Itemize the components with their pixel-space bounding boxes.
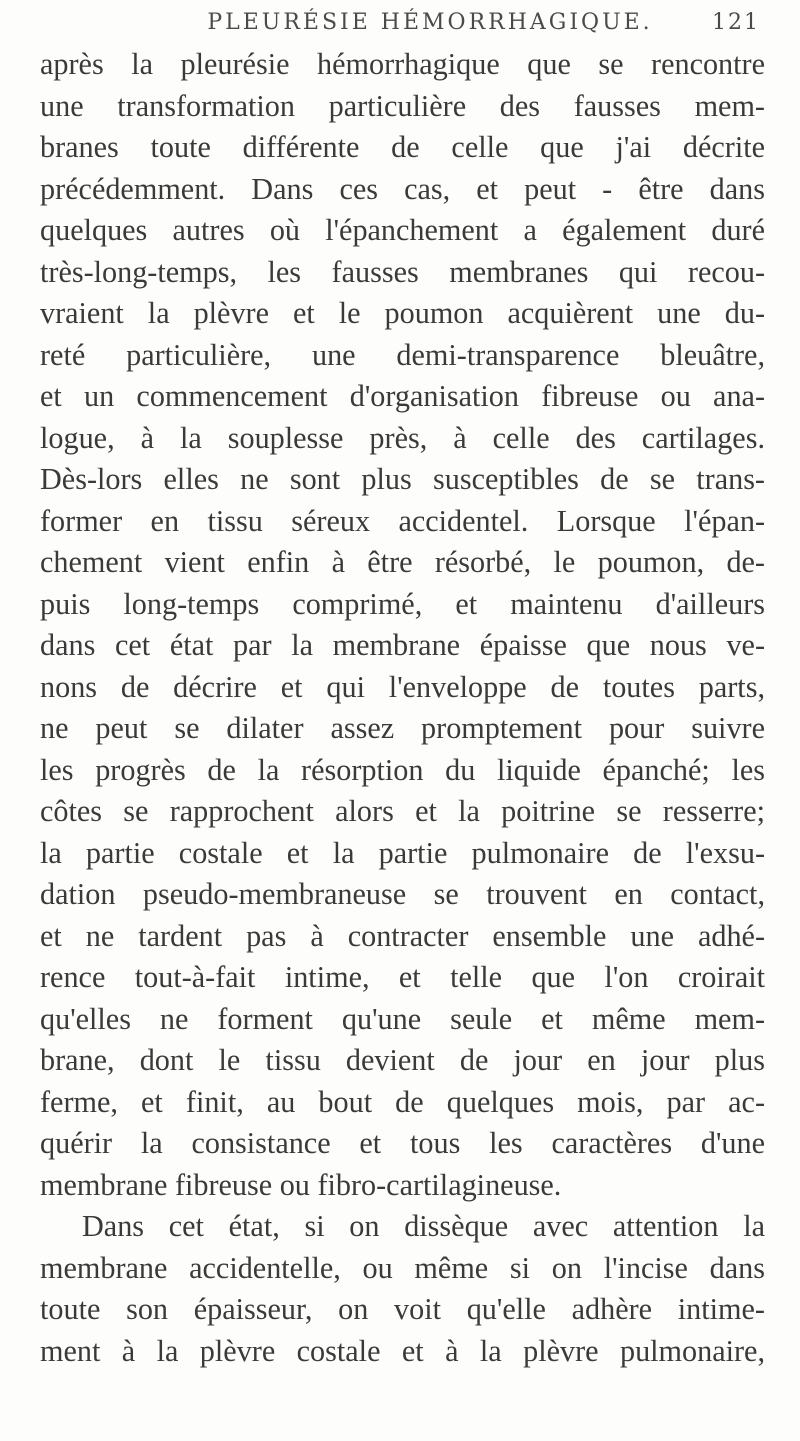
text-line: quelques autres où l'épanchement a également duré	[40, 213, 765, 247]
text-line: nons de décrire et qui l'enveloppe de toutes parts,	[40, 669, 765, 704]
text-line: côtes se rapprochent alors et la poitrine se resserre;	[40, 794, 765, 828]
text-line: qu'elles ne forment qu'une seule et même mem-	[40, 1001, 765, 1036]
text-line: toute son épaisseur, on voit qu'elle adhère intime-	[40, 1292, 765, 1326]
text-line: rence tout-à-fait intime, et telle que l'on croirait	[40, 960, 765, 994]
text-line: membrane accidentelle, ou même si on l'incise dans	[40, 1250, 765, 1285]
text-line: ne peut se dilater assez promptement pour suivre	[40, 711, 765, 745]
text-line: vraient la plèvre et le poumon acquièrent une du-	[40, 296, 765, 330]
text-line: chement vient enfin à être résorbé, le poumon, de-	[40, 545, 765, 579]
text-line: branes toute différente de celle que j'ai décrite	[40, 130, 765, 164]
text-line: ment à la plèvre costale et à la plèvre pulmonaire,	[40, 1333, 765, 1368]
text-line: la partie costale et la partie pulmonaire de l'exsu-	[40, 835, 765, 870]
text-line: quérir la consistance et tous les caractères d'une	[40, 1126, 765, 1160]
text-line: précédemment. Dans ces cas, et peut - être dans	[40, 171, 765, 206]
text-line: former en tissu séreux accidentel. Lorsque l'épan-	[40, 503, 765, 538]
page-number: 121	[712, 10, 760, 35]
text-line: très-long-temps, les fausses membranes qui recou-	[40, 254, 765, 289]
text-line: et ne tardent pas à contracter ensemble une adhé-	[40, 918, 765, 953]
text-line: reté particulière, une demi-transparence bleuâtre,	[40, 337, 765, 372]
text-line: après la pleurésie hémorrhagique que se rencontre	[40, 47, 765, 81]
text-line: logue, à la souplesse près, à celle des cartilages.	[40, 420, 765, 455]
running-head	[40, 6, 760, 42]
text-line: membrane fibreuse ou fibro-cartilagineuse.	[40, 1167, 562, 1202]
text-line: dans cet état par la membrane épaisse que nous ve-	[40, 628, 765, 662]
text-line: brane, dont le tissu devient de jour en jour plus	[40, 1043, 765, 1077]
running-title: PLEURÉSIE HÉMORRHAGIQUE.	[207, 10, 653, 35]
body-text	[40, 44, 765, 1372]
text-line: Dès-lors elles ne sont plus susceptibles de se trans-	[40, 462, 765, 496]
text-line: Dans cet état, si on dissèque avec attention la	[82, 1209, 765, 1243]
text-line: une transformation particulière des fausses mem-	[40, 88, 765, 123]
text-line: les progrès de la résorption du liquide épanché; les	[40, 752, 765, 787]
text-line: et un commencement d'organisation fibreuse ou ana-	[40, 379, 765, 413]
text-line: ferme, et finit, au bout de quelques mois, par ac-	[40, 1084, 765, 1119]
text-line: puis long-temps comprimé, et maintenu d'ailleurs	[40, 586, 765, 621]
text-line: dation pseudo-membraneuse se trouvent en contact,	[40, 877, 765, 911]
